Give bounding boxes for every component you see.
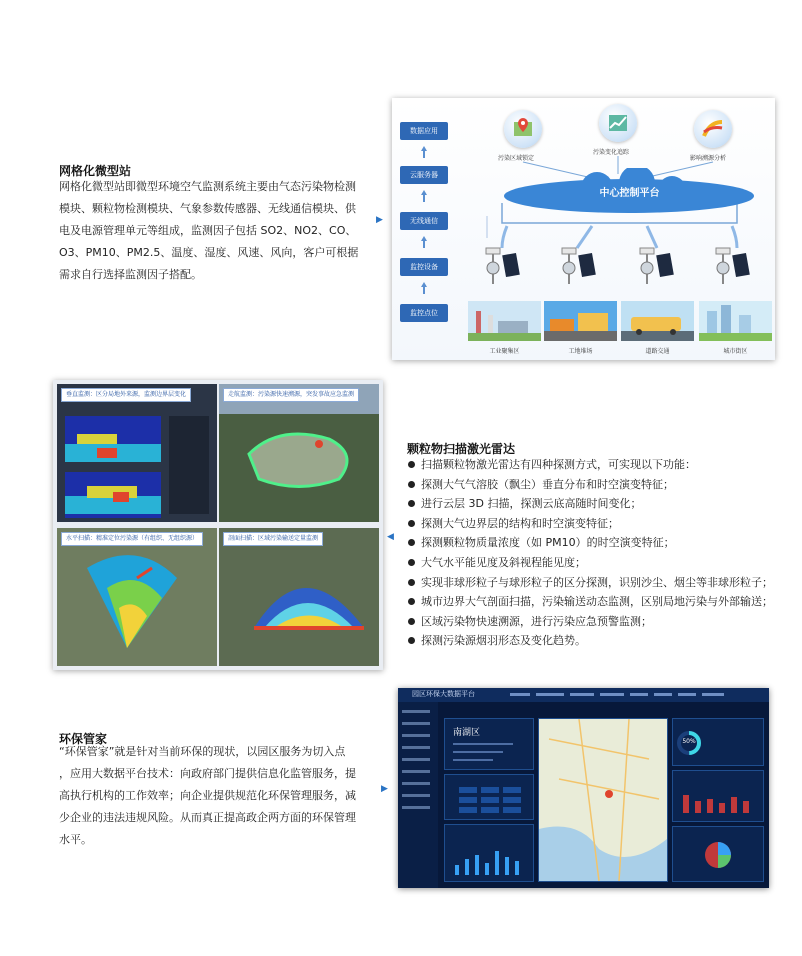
gauge-value: 50% xyxy=(682,738,696,745)
scene-label: 道路交通 xyxy=(645,348,670,355)
list-item: 探测大气边界层的结构和时空演变特征； xyxy=(407,514,773,534)
list-item: 区域污染物快速溯源，进行污染应急预警监测； xyxy=(407,612,773,632)
district-card xyxy=(444,718,534,770)
lidar-modes-figure xyxy=(53,380,383,670)
section1-line: 模块、颗粒物检测模块、气象参数传感器、无线通信模块、供 xyxy=(59,202,356,215)
section3-line: 少企业的违法违规风险。从而真正提高政企两方面的环保管理 xyxy=(59,811,356,824)
gauge-card xyxy=(672,718,764,766)
section2-bullet-list xyxy=(407,455,773,651)
section1-line: O3、PM10、PM2.5、温度、湿度、风速、风向，客户可根据 xyxy=(59,246,359,259)
central-platform-cloud xyxy=(497,168,762,214)
pie-chart xyxy=(673,827,763,881)
section3-line: 水平。 xyxy=(59,833,92,846)
monitor-station-icon xyxy=(714,246,752,286)
menu-bar xyxy=(510,688,730,702)
list-item: 进行云层 3D 扫描，探测云底高随时间变化； xyxy=(407,494,773,514)
pointer-right-icon: ▶ xyxy=(376,215,383,225)
stack-box-data-app: 数据应用 xyxy=(400,122,448,140)
monitor-station-icon xyxy=(638,246,676,286)
monitor-station-icon xyxy=(484,246,522,286)
bar-chart-card xyxy=(444,824,534,882)
lidar-panel-profile xyxy=(219,528,379,666)
panel-caption: 水平扫描：精准定位污染源（有组织、无组织源） xyxy=(61,532,203,546)
stack-box-monitor-site: 监控点位 xyxy=(400,304,448,322)
industrial-scene-icon xyxy=(468,301,541,341)
network-architecture-figure xyxy=(392,98,775,360)
category-grid-card xyxy=(444,774,534,820)
dashboard-title: 园区环保大数据平台 xyxy=(412,690,475,698)
dashboard-header xyxy=(398,688,769,702)
env-dashboard-figure xyxy=(398,688,769,888)
section3-line: “环保管家”就是针对当前环保的现状，以园区服务为切入点 xyxy=(59,745,346,758)
mobile-route-map xyxy=(219,384,379,522)
list-item: 探测大气气溶胶（飘尘）垂直分布和时空演变特征； xyxy=(407,475,773,495)
construction-scene-icon xyxy=(544,301,617,341)
district-name: 南湖区 xyxy=(453,728,481,738)
icon-label: 污染区域锁定 xyxy=(498,155,535,162)
icon-label: 污染变化追踪 xyxy=(593,149,630,156)
pointer-left-icon: ◀ xyxy=(387,532,394,542)
section1-line: 网格化微型站即微型环境空气监测系统主要由气态污染物检测 xyxy=(59,180,356,193)
section1-line: 需求自行选择监测因子搭配。 xyxy=(59,268,202,281)
stack-box-cloud-server: 云服务器 xyxy=(400,166,448,184)
lidar-panel-mobile xyxy=(219,384,379,522)
stack-box-monitor-device: 监控设备 xyxy=(400,258,448,276)
scene-label: 工业聚集区 xyxy=(489,348,520,355)
section3-line: ，应用大数据平台技术：向政府部门提供信息化监管服务，提 xyxy=(59,767,356,780)
section2-title: 颗粒物扫描激光雷达 xyxy=(407,442,516,456)
city-scene-icon xyxy=(699,301,772,341)
cloud-label: 中心控制平台 xyxy=(599,188,660,199)
scene-label: 工地堆场 xyxy=(568,348,593,355)
list-item: 扫描颗粒物激光雷达有四种探测方式，可实现以下功能： xyxy=(407,455,773,475)
section3-line: 高执行机构的工作效率；向企业提供规范化环保管理服务，减 xyxy=(59,789,356,802)
scene-label: 城市街区 xyxy=(723,348,748,355)
lidar-panel-horizontal xyxy=(57,528,217,666)
list-item: 实现非球形粒子与球形粒子的区分探测，识别沙尘、烟尘等非球形粒子； xyxy=(407,573,773,593)
icon-label: 影响溯源分析 xyxy=(690,155,727,162)
section1-line: 电及电源管理单元等组成，监测因子包括 SO2、NO2、CO、 xyxy=(59,224,357,237)
panel-caption: 垂直监测：区分局地外来源，监测边界层变化 xyxy=(61,388,191,402)
horizontal-scan-map xyxy=(57,528,217,666)
list-item: 探测颗粒物质量浓度（如 PM10）的时空演变特征； xyxy=(407,533,773,553)
section1-title: 网格化微型站 xyxy=(59,164,132,178)
list-item: 探测污染源烟羽形态及变化趋势。 xyxy=(407,631,773,651)
lidar-panel-vertical xyxy=(57,384,217,522)
panel-caption: 剖面扫描：区域污染输送定量监测 xyxy=(223,532,323,546)
traffic-scene-icon xyxy=(621,301,694,341)
section1-paragraph xyxy=(59,176,379,286)
pointer-right-icon: ▶ xyxy=(381,784,388,794)
list-item: 大气水平能见度及斜视程能见度； xyxy=(407,553,773,573)
pie-card xyxy=(672,826,764,882)
profile-scan-map xyxy=(219,528,379,666)
dashboard-side-menu xyxy=(398,702,438,888)
monitor-station-icon xyxy=(560,246,598,286)
dashboard-map xyxy=(538,718,668,882)
list-item: 城市边界大气剖面扫描，污染输送动态监测，区别局地污染与外部输送； xyxy=(407,592,773,612)
section3-paragraph xyxy=(59,741,379,851)
panel-caption: 走航监测：污染源快速溯源，突发事故应急监测 xyxy=(223,388,359,402)
section3-title: 环保管家 xyxy=(59,732,108,746)
stack-box-wireless: 无线通信 xyxy=(400,212,448,230)
vertical-profile-chart xyxy=(57,384,217,522)
right-bar-card xyxy=(672,770,764,822)
